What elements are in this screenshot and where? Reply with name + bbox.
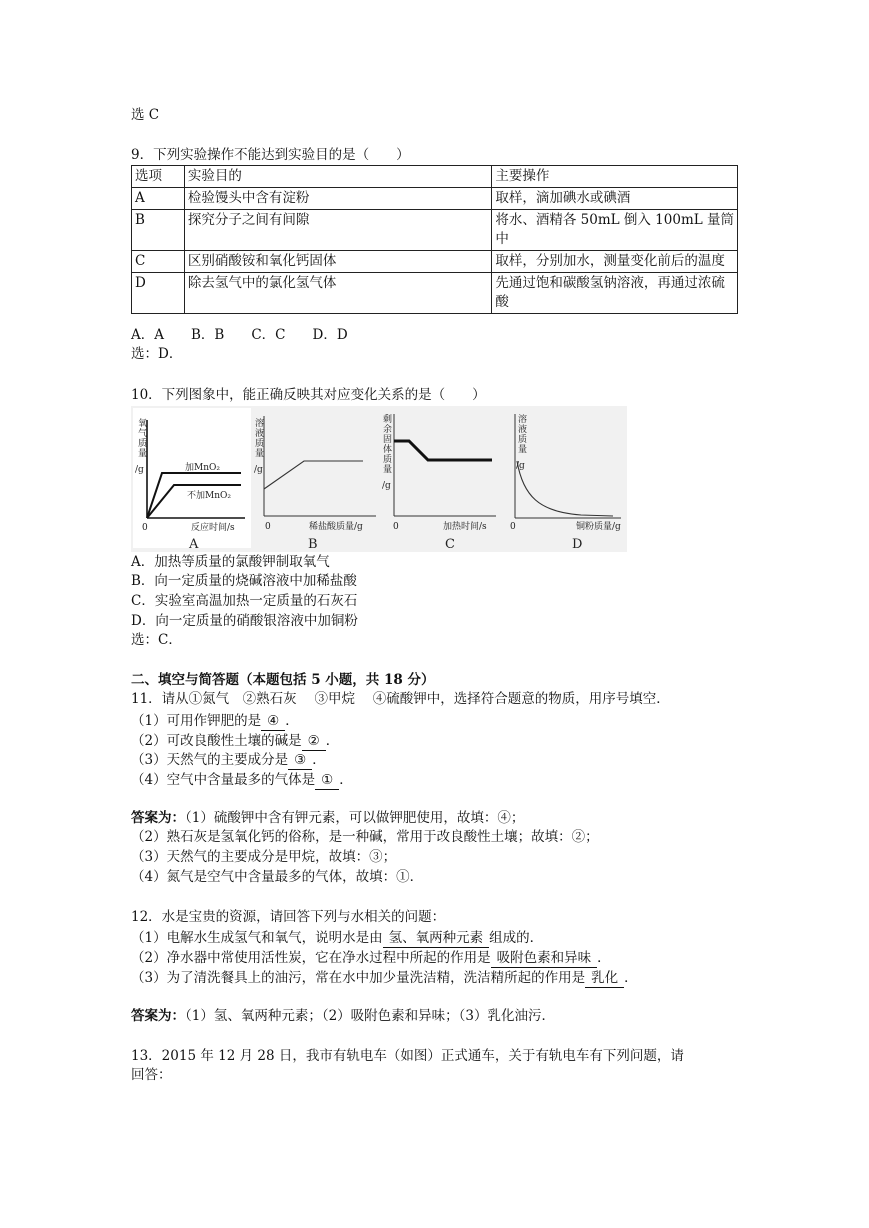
q12-item-text: （1）电解水生成氢气和氧气，说明水是由 [131, 930, 383, 946]
table-header-cell: 主要操作 [492, 166, 738, 188]
q12-item-1 [131, 930, 543, 948]
graph-a-xlabel: 反应时间/s [191, 523, 235, 533]
answer-text: （1）氢、氧两种元素；（2）吸附色素和异味；（3）乳化油污． [185, 1008, 556, 1024]
table-cell: 将水、酒精各 50mL 倒入 100mL 量筒中 [492, 210, 738, 251]
q12-blank: 乳化 [585, 970, 624, 988]
q11-answer-line-4: （4）氮气是空气中含量最多的气体，故填：①． [131, 869, 424, 885]
q9-table [131, 165, 738, 314]
graph-c-ylabel: 固 [383, 435, 393, 445]
graph-c-ylabel: 体 [383, 445, 393, 455]
q12-item-2 [131, 950, 611, 968]
graph-c-origin: 0 [393, 522, 399, 532]
q12-blank: 吸附色素和异味 [491, 950, 598, 968]
graph-a-ylabel: 量 [138, 449, 148, 459]
q11-answer-line-1 [131, 812, 524, 826]
table-cell: 取样，分别加水，测量变化前后的温度 [492, 251, 738, 273]
graph-b-ylabel: 液 [255, 429, 265, 439]
table-header-row [132, 166, 738, 188]
q11-stem: 11．请从①氮气 ②熟石灰 ③甲烷 ④硫酸钾中，选择符合题意的物质，用序号填空． [131, 691, 670, 707]
graph-d-ylabel: 液 [518, 425, 528, 435]
q11-blank: ② [302, 733, 326, 751]
graph-b-ylabel: 溶 [255, 419, 265, 429]
table-cell: 检验馒头中含有淀粉 [184, 188, 491, 210]
q12-item-3 [131, 970, 638, 988]
q11-item-end: ． [285, 713, 299, 729]
q12-stem: 12．水是宝贵的资源，请回答下列与水相关的问题： [131, 909, 446, 925]
q13-stem-line-2: 回答： [131, 1067, 172, 1083]
table-row [132, 210, 738, 251]
q11-answer-line-2: （2）熟石灰是氢氧化钙的俗称，是一种碱，常用于改良酸性土壤；故填：②； [131, 829, 599, 845]
table-cell: B [132, 210, 185, 251]
table-cell: 区别硝酸铵和氧化钙固体 [184, 251, 491, 273]
q9-answer: 选：D． [131, 346, 183, 362]
graph-c-xlabel: 加热时间/s [443, 522, 487, 532]
answer-text: （1）硫酸钾中含有钾元素，可以做钾肥使用，故填：④； [185, 810, 525, 826]
graph-c-ylabel: 剩 [383, 415, 393, 425]
q11-item-text: （4）空气中含量最多的气体是 [131, 772, 316, 788]
q11-item-text: （2）可改良酸性土壤的碱是 [131, 733, 302, 749]
q11-blank: ④ [261, 713, 285, 731]
graph-a-curve2-label: 不加MnO₂ [187, 491, 231, 501]
q12-item-end: 组成的． [489, 930, 544, 946]
q11-blank: ③ [288, 752, 312, 770]
graph-d-ylabel: /g [516, 461, 525, 471]
graph-d-xlabel: 铜粉质量/g [576, 522, 621, 532]
q10-choice-a: A．加热等质量的氯酸钾制取氧气 [131, 554, 330, 570]
table-cell: 探究分子之间有间隙 [184, 210, 491, 251]
graph-b-ylabel: 量 [255, 449, 265, 459]
q9-stem: 9．下列实验操作不能达到实验目的是（ ） [131, 147, 410, 163]
table-cell: 除去氢气中的氯化氢气体 [184, 273, 491, 314]
table-header-cell: 选项 [132, 166, 185, 188]
graph-b-origin: 0 [265, 522, 271, 532]
table-cell: A [132, 188, 185, 210]
table-cell: 取样，滴加碘水或碘酒 [492, 188, 738, 210]
q10-figure [131, 406, 627, 552]
q11-answer-line-3: （3）天然气的主要成分是甲烷，故填：③； [131, 849, 397, 865]
q12-item-text: （3）为了清洗餐具上的油污，常在水中加少量洗洁精，洗洁精所起的作用是 [131, 970, 586, 986]
graph-a-origin: 0 [142, 523, 148, 533]
q12-blank: 氢、氧两种元素 [383, 930, 490, 948]
graph-a-ylabel: 氧 [138, 419, 148, 429]
table-row [132, 273, 738, 314]
graph-c-ylabel: 量 [383, 465, 393, 475]
table-row [132, 188, 738, 210]
answer-label: 答案为： [131, 810, 185, 826]
q9-options: A．A B．B C．C D．D [131, 327, 348, 343]
graph-d-ylabel: 量 [518, 445, 528, 455]
graph-c-ylabel: 质 [383, 455, 393, 465]
table-cell: D [132, 273, 185, 314]
table-row [132, 251, 738, 273]
graph-d-caption: D [572, 537, 583, 552]
graph-c-ylabel: 余 [383, 425, 393, 435]
table-cell: C [132, 251, 185, 273]
graph-a-ylabel: /g [135, 465, 144, 475]
q10-answer: 选：C． [131, 632, 182, 648]
graph-b-ylabel: 质 [255, 439, 265, 449]
graph-a-ylabel: 质 [138, 439, 148, 449]
q11-item-1 [131, 713, 299, 731]
q10-graphs-svg [131, 406, 627, 552]
graph-d-origin: 0 [510, 522, 516, 532]
q12-item-end: ． [624, 970, 638, 986]
section-heading: 二、填空与简答题（本题包括 5 小题，共 18 分） [131, 672, 435, 688]
previous-answer: 选 C [131, 107, 160, 123]
q12-item-end: ． [597, 950, 611, 966]
graph-a-curve1-label: 加MnO₂ [185, 463, 220, 473]
graph-b-caption: B [308, 537, 318, 552]
table-header-cell: 实验目的 [184, 166, 491, 188]
q12-item-text: （2）净水器中常使用活性炭，它在净水过程中所起的作用是 [131, 950, 491, 966]
q11-item-4 [131, 772, 353, 790]
q12-answer [131, 1010, 555, 1024]
q11-item-text: （1）可用作钾肥的是 [131, 713, 262, 729]
q11-item-2 [131, 733, 339, 751]
graph-c-ylabel: /g [382, 481, 391, 491]
q13-stem-line-1: 13．2015 年 12 月 28 日，我市有轨电车（如图）正式通车，关于有轨电车有下列问题，请 [131, 1048, 684, 1064]
q11-item-end: ． [312, 752, 326, 768]
q11-item-3 [131, 752, 326, 770]
table-cell: 先通过饱和碳酸氢钠溶液，再通过浓硫酸 [492, 273, 738, 314]
graph-b-ylabel: /g [254, 465, 263, 475]
graph-a-ylabel: 气 [138, 429, 148, 439]
q11-item-end: ． [325, 733, 340, 749]
q11-blank: ① [315, 772, 339, 790]
graph-d-ylabel: 溶 [518, 415, 528, 425]
answer-label: 答案为： [131, 1008, 185, 1024]
q11-item-text: （3）天然气的主要成分是 [131, 752, 289, 768]
graph-b-xlabel: 稀盐酸质量/g [309, 522, 363, 532]
graph-c-caption: C [445, 537, 455, 552]
q10-choice-c: C．实验室高温加热一定质量的石灰石 [131, 593, 358, 609]
graph-a-caption: A [189, 537, 199, 552]
q11-item-end: ． [339, 772, 353, 788]
q10-choice-d: D．向一定质量的硝酸银溶液中加铜粉 [131, 613, 358, 629]
q10-choice-b: B．向一定质量的烧碱溶液中加稀盐酸 [131, 573, 357, 589]
graph-a [133, 408, 251, 552]
graph-d-ylabel: 质 [518, 435, 528, 445]
q10-stem: 10．下列图象中，能正确反映其对应变化关系的是（ ） [131, 387, 486, 403]
